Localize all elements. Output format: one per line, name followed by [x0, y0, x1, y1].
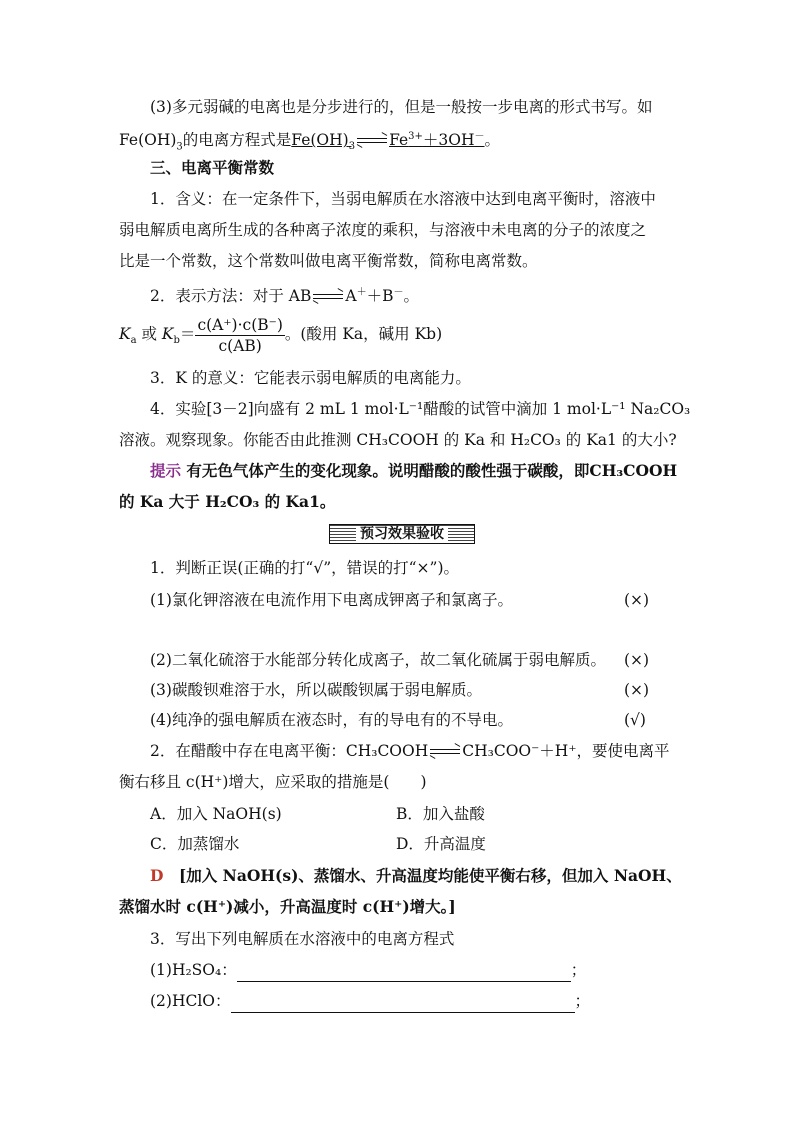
question-item: (4)纯净的强电解质在液态时，有的导电有的不导电。	[150, 711, 513, 729]
formula-part: 。	[403, 287, 419, 306]
underlined-equation	[291, 131, 485, 153]
fraction-denominator: c(AB)	[218, 336, 262, 355]
section-heading: 三、电离平衡常数	[150, 158, 275, 177]
text-line	[119, 125, 500, 159]
answer-mark: (√)	[624, 711, 646, 729]
fraction	[195, 315, 284, 356]
banner-label: 预习效果验收	[356, 526, 448, 542]
text-line: (3)多元弱碱的电离也是分步进行的，但是一般按一步电离的形式书写。如	[150, 98, 653, 116]
answer-letter: D	[150, 866, 164, 885]
answer-line	[150, 864, 682, 888]
answer-blank[interactable]	[237, 963, 571, 982]
equilibrium-arrow-icon	[430, 747, 460, 757]
question	[150, 739, 670, 763]
hint-label: 提示	[150, 461, 182, 480]
text-line: 溶液。观察现象。你能否由此推测 CH₃COOH 的 Ka 和 H₂CO₃ 的 Ka1 的大小?	[119, 431, 677, 449]
text-line: 比是一个常数，这个常数叫做电离平衡常数，简称电离常数。	[119, 252, 538, 270]
question-item	[150, 958, 586, 982]
formula-part: a	[130, 335, 137, 347]
formula-part: ＋B	[366, 287, 394, 306]
item-label: (1)H₂SO₄：	[150, 961, 237, 979]
formula-part: ＋3OH	[422, 131, 475, 150]
formula-part: b	[173, 335, 180, 347]
formula-part: A	[345, 287, 357, 306]
question-item: (2)二氧化硫溶于水能部分转化成离子，故二氧化硫属于弱电解质。	[150, 651, 606, 669]
option-c: C．加蒸馏水	[150, 835, 240, 853]
formula-part: －	[393, 287, 404, 298]
question: 1．判断正误(正确的打“√”，错误的打“×”)。	[150, 559, 460, 577]
formula-part: Fe(OH)	[291, 131, 349, 150]
question: 衡右移且 c(H⁺)增大，应采取的措施是( )	[119, 773, 427, 791]
text-line: 弱电解质电离所生成的各种离子浓度的乘积，与溶液中未电离的分子的浓度之	[119, 221, 647, 239]
formula-part: 3	[348, 141, 356, 153]
formula-part: 2．在醋酸中存在电离平衡：CH₃COOH	[150, 742, 429, 760]
answer-mark: (×)	[624, 591, 650, 609]
formula-part: K	[119, 325, 131, 343]
item-label: (2)HClO：	[150, 992, 231, 1010]
item-end: ；	[574, 992, 591, 1010]
formula-part: 。	[484, 131, 501, 150]
question-item: (1)氯化钾溶液在电流作用下电离成钾离子和氯离子。	[150, 591, 513, 609]
hint-line: 的 Ka 大于 H₂CO₃ 的 Ka1。	[119, 492, 336, 511]
option-d: D．升高温度	[396, 835, 486, 853]
formula-part: 3	[176, 141, 183, 153]
text-line: 4．实验[3－2]向盛有 2 mL 1 mol·L⁻¹醋酸的试管中滴加 1 mol·L⁻¹ Na₂CO₃	[150, 400, 691, 418]
formula-part: 3+	[408, 131, 423, 142]
answer-line: 蒸馏水时 c(H⁺)减小，升高温度时 c(H⁺)增大。]	[119, 897, 456, 916]
formula-part: 的电离方程式是	[182, 131, 292, 150]
formula-part: ＝	[179, 325, 196, 343]
formula-part: Fe(OH)	[119, 131, 177, 150]
formula-part: －	[474, 131, 485, 142]
answer-mark: (×)	[624, 681, 650, 699]
answer-blank[interactable]	[231, 994, 575, 1013]
equilibrium-arrow-icon	[357, 136, 387, 146]
formula-part: 或	[136, 325, 162, 343]
answer-mark: (×)	[624, 651, 650, 669]
question-item	[150, 989, 590, 1013]
section-banner	[329, 524, 475, 544]
option-a: A．加入 NaOH(s)	[150, 805, 282, 823]
formula-part: CH₃COO⁻＋H⁺，要使电离平	[462, 742, 670, 760]
question: 3．写出下列电解质在水溶液中的电离方程式	[150, 930, 455, 948]
item-end: ；	[570, 961, 587, 979]
question-item: (3)碳酸钡难溶于水，所以碳酸钡属于弱电解质。	[150, 681, 482, 699]
hint-text: 有无色气体产生的变化现象。说明醋酸的酸性强于碳酸，即CH₃COOH	[181, 461, 678, 480]
text-line: 3．K 的意义：它能表示弱电解质的电离能力。	[150, 369, 471, 387]
answer-text: [加入 NaOH(s)、蒸馏水、升高温度均能使平衡右移，但加入 NaOH、	[163, 866, 682, 885]
fraction-numerator: c(A⁺)·c(B⁻)	[197, 315, 283, 334]
option-b: B．加入盐酸	[396, 805, 485, 823]
formula-part: 。(酸用 Ka，碱用 Kb)	[284, 325, 443, 343]
formula-line	[119, 312, 442, 363]
equilibrium-arrow-icon	[313, 292, 343, 302]
formula-part: ＋	[356, 287, 367, 298]
formula-part: K	[161, 325, 174, 343]
formula-part: Fe	[389, 131, 409, 150]
hint-line	[150, 459, 677, 483]
formula-part: 2．表示方法：对于 AB	[150, 287, 312, 306]
text-line	[150, 281, 419, 308]
text-line: 1．含义：在一定条件下，当弱电解质在水溶液中达到电离平衡时，溶液中	[150, 190, 656, 208]
